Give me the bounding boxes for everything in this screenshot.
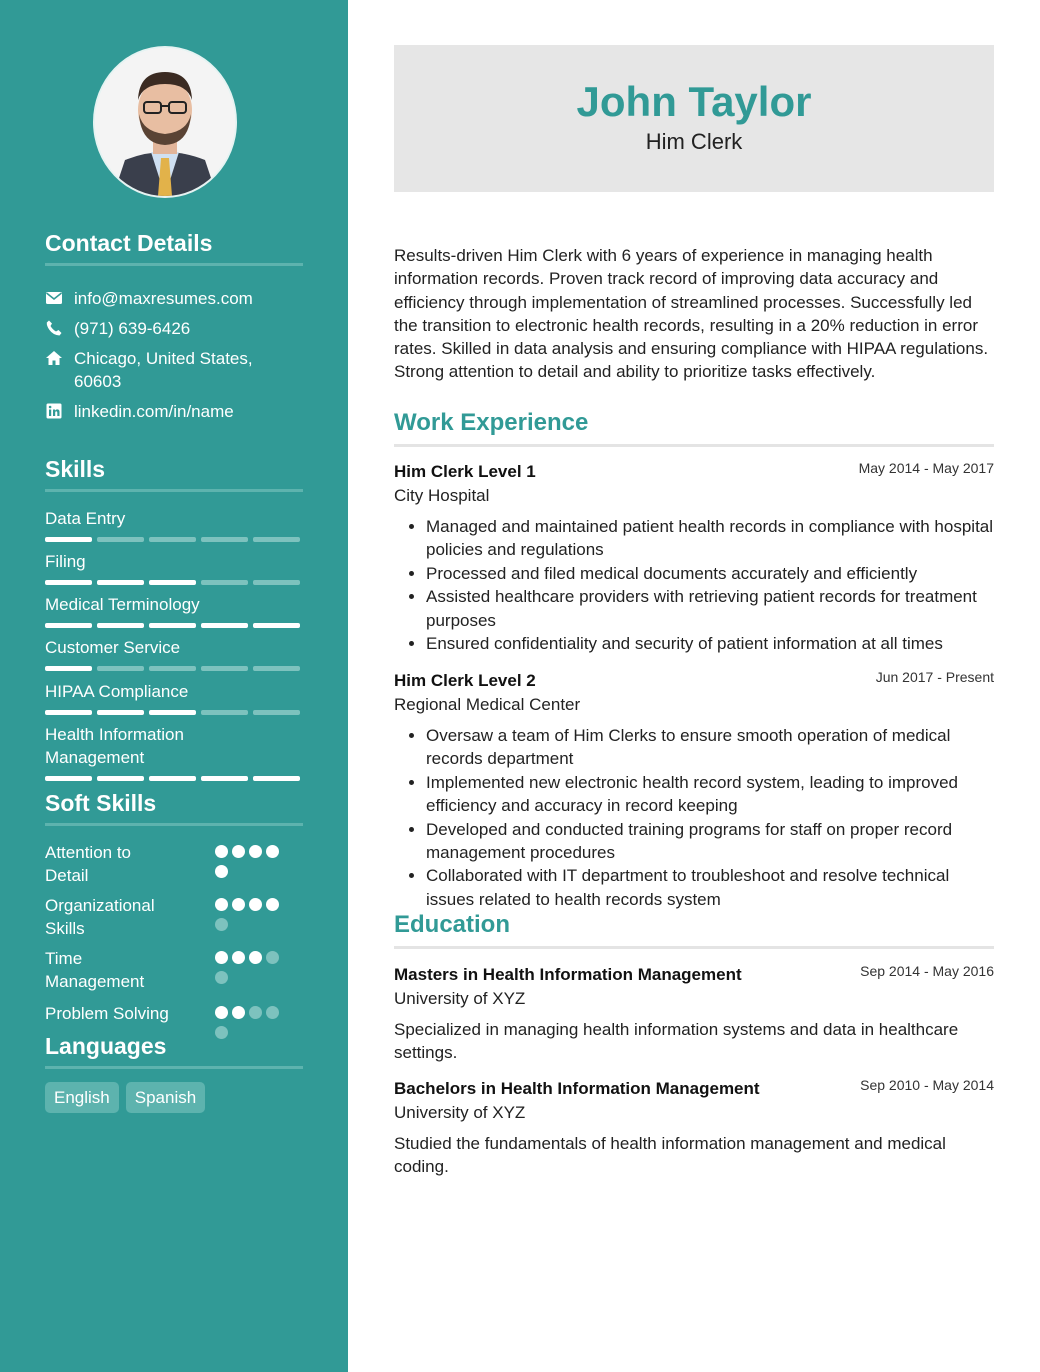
education-heading: Education: [394, 910, 994, 949]
skill-level-segment: [149, 776, 196, 781]
candidate-name: John Taylor: [576, 78, 812, 125]
soft-skills-section: [45, 789, 303, 826]
contact-section: [45, 229, 303, 266]
profile-photo: [93, 46, 237, 198]
job-bullet: • Ensured confidentiality and security of patient information at all times: [426, 632, 994, 655]
skill-level-bar: [45, 776, 303, 781]
education-entry: [394, 1077, 994, 1179]
skill-level-bar: [45, 710, 303, 715]
soft-skill-name: Problem Solving: [45, 1004, 169, 1023]
rating-dot: [266, 845, 279, 858]
skill-level-segment: [201, 776, 248, 781]
skill-level-segment: [201, 537, 248, 542]
rating-dot: [232, 951, 245, 964]
skill-level-segment: [45, 710, 92, 715]
address-text: Chicago, United States, 60603: [74, 349, 253, 391]
soft-skills-heading: Soft Skills: [45, 789, 303, 826]
skill-name: Data Entry: [45, 509, 126, 528]
education-header: [394, 1077, 994, 1101]
languages-section: [45, 1032, 303, 1069]
envelope-icon: [45, 289, 63, 307]
job-bullet: • Implemented new electronic health record system, leading to improved efficiency and accuracy in record keeping: [426, 771, 994, 818]
job-bullets: [394, 724, 994, 911]
skill-level-segment: [45, 666, 92, 671]
soft-skill-name: Organizational Skills: [45, 896, 155, 938]
skill-level-segment: [45, 537, 92, 542]
skill-level-segment: [149, 666, 196, 671]
skill-item: [45, 550, 303, 585]
rating-dot: [215, 898, 228, 911]
candidate-title: Him Clerk: [645, 129, 743, 154]
skill-name: Customer Service: [45, 638, 181, 657]
skills-heading: Skills: [45, 455, 303, 492]
school-name: University of XYZ: [394, 989, 526, 1008]
skill-level-bar: [45, 623, 303, 628]
rating-dot: [215, 845, 228, 858]
rating-dot: [249, 1006, 262, 1019]
skill-level-segment: [201, 580, 248, 585]
skill-level-bar: [45, 580, 303, 585]
rating-dot: [215, 971, 228, 984]
rating-dot: [249, 951, 262, 964]
soft-skill-rating: [215, 898, 291, 931]
job-entry: [394, 669, 994, 911]
language-tag: English: [45, 1082, 119, 1113]
rating-dot: [232, 898, 245, 911]
sidebar: [0, 0, 348, 1372]
soft-skill-name: Attention to Detail: [45, 843, 132, 885]
work-experience-heading: Work Experience: [394, 408, 994, 447]
languages-heading: Languages: [45, 1032, 303, 1069]
job-bullet: • Managed and maintained patient health records in compliance with hospital policies and regulations: [426, 515, 994, 562]
skill-level-segment: [201, 623, 248, 628]
contact-address: [45, 347, 303, 393]
skill-item: [45, 636, 303, 671]
education-dates: Sep 2014 - May 2016: [860, 963, 994, 979]
job-bullet: • Collaborated with IT department to troubleshoot and resolve technical issues related to health records system: [426, 864, 994, 911]
email-text: info@maxresumes.com: [74, 289, 253, 308]
job-title: Him Clerk Level 2: [394, 671, 536, 690]
contact-heading: Contact Details: [45, 229, 303, 266]
job-organization: City Hospital: [394, 486, 490, 505]
skill-name: HIPAA Compliance: [45, 682, 189, 701]
education-description: Studied the fundamentals of health information management and medical coding.: [394, 1134, 946, 1177]
skill-level-segment: [149, 537, 196, 542]
education-description: Specialized in managing health information systems and data in healthcare settings.: [394, 1020, 959, 1063]
skill-level-segment: [97, 580, 144, 585]
job-entry: [394, 460, 994, 655]
rating-dot: [232, 845, 245, 858]
job-dates: Jun 2017 - Present: [875, 669, 994, 685]
skill-item: [45, 723, 245, 781]
education-dates: Sep 2010 - May 2014: [860, 1077, 994, 1093]
linkedin-text: linkedin.com/in/name: [74, 402, 234, 421]
skill-level-segment: [253, 623, 300, 628]
contact-email[interactable]: [45, 287, 303, 310]
skill-item: [45, 507, 303, 542]
skill-level-segment: [201, 666, 248, 671]
job-bullet: • Assisted healthcare providers with retrieving patient records for treatment purposes: [426, 585, 994, 632]
skill-level-segment: [149, 710, 196, 715]
rating-dot: [266, 898, 279, 911]
soft-skill-name: Time Management: [45, 949, 145, 991]
skill-level-segment: [97, 776, 144, 781]
phone-icon: [45, 319, 63, 337]
skill-item: [45, 680, 303, 715]
skill-level-segment: [97, 623, 144, 628]
rating-dot: [266, 1006, 279, 1019]
job-dates: May 2014 - May 2017: [858, 460, 994, 476]
skill-name: Filing: [45, 552, 86, 571]
skill-level-segment: [201, 710, 248, 715]
skill-level-segment: [97, 710, 144, 715]
skill-item: [45, 593, 303, 628]
job-bullet: • Oversaw a team of Him Clerks to ensure smooth operation of medical records department: [426, 724, 994, 771]
rating-dot: [249, 898, 262, 911]
skill-level-segment: [253, 776, 300, 781]
rating-dot: [215, 951, 228, 964]
job-title: Him Clerk Level 1: [394, 462, 536, 481]
skill-name: Health Information Management: [45, 725, 184, 767]
contact-phone[interactable]: [45, 317, 303, 340]
skill-level-segment: [253, 580, 300, 585]
job-header: [394, 460, 994, 484]
job-bullet: • Processed and filed medical documents accurately and efficiently: [426, 562, 994, 585]
rating-dot: [249, 845, 262, 858]
rating-dot: [215, 918, 228, 931]
rating-dot: [232, 1006, 245, 1019]
phone-text: (971) 639-6426: [74, 319, 191, 338]
rating-dot: [215, 1006, 228, 1019]
skill-level-bar: [45, 666, 303, 671]
rating-dot: [215, 865, 228, 878]
summary-text: Results-driven Him Clerk with 6 years of experience in managing health information records. Proven track record of improving data accuracy and efficiency through implementation of streamlined processes. Successfully led the transition to electronic health records, resulting in a 20% reduction in error rates. Skilled in data analysis and ensuring compliance with HIPAA regulations. Strong attention to detail and ability to prioritize tasks effectively.: [394, 246, 989, 382]
skill-level-segment: [253, 710, 300, 715]
soft-skill-rating: [215, 845, 291, 878]
job-organization: Regional Medical Center: [394, 695, 581, 714]
skill-level-segment: [45, 580, 92, 585]
school-name: University of XYZ: [394, 1103, 526, 1122]
resume-header: [394, 45, 994, 192]
education-entry: [394, 963, 994, 1065]
language-tag: Spanish: [126, 1082, 205, 1113]
skill-level-segment: [149, 623, 196, 628]
contact-linkedin[interactable]: [45, 400, 303, 423]
contact-list: [45, 287, 303, 430]
skill-level-segment: [45, 776, 92, 781]
skill-level-segment: [149, 580, 196, 585]
skill-level-segment: [253, 666, 300, 671]
skill-name: Medical Terminology: [45, 595, 200, 614]
home-icon: [45, 349, 63, 367]
linkedin-icon: [45, 402, 63, 420]
skill-level-segment: [45, 623, 92, 628]
rating-dot: [266, 951, 279, 964]
job-header: [394, 669, 994, 693]
education-header: [394, 963, 994, 987]
skill-level-segment: [97, 537, 144, 542]
job-bullets: [394, 515, 994, 655]
degree-title: Bachelors in Health Information Management: [394, 1079, 760, 1098]
skill-level-segment: [253, 537, 300, 542]
job-bullet: • Developed and conducted training programs for staff on proper record management procedures: [426, 818, 994, 865]
soft-skill-rating: [215, 951, 291, 984]
skill-level-segment: [97, 666, 144, 671]
language-list: [45, 1082, 205, 1113]
skills-section: [45, 455, 303, 492]
degree-title: Masters in Health Information Management: [394, 965, 742, 984]
skill-level-bar: [45, 537, 303, 542]
